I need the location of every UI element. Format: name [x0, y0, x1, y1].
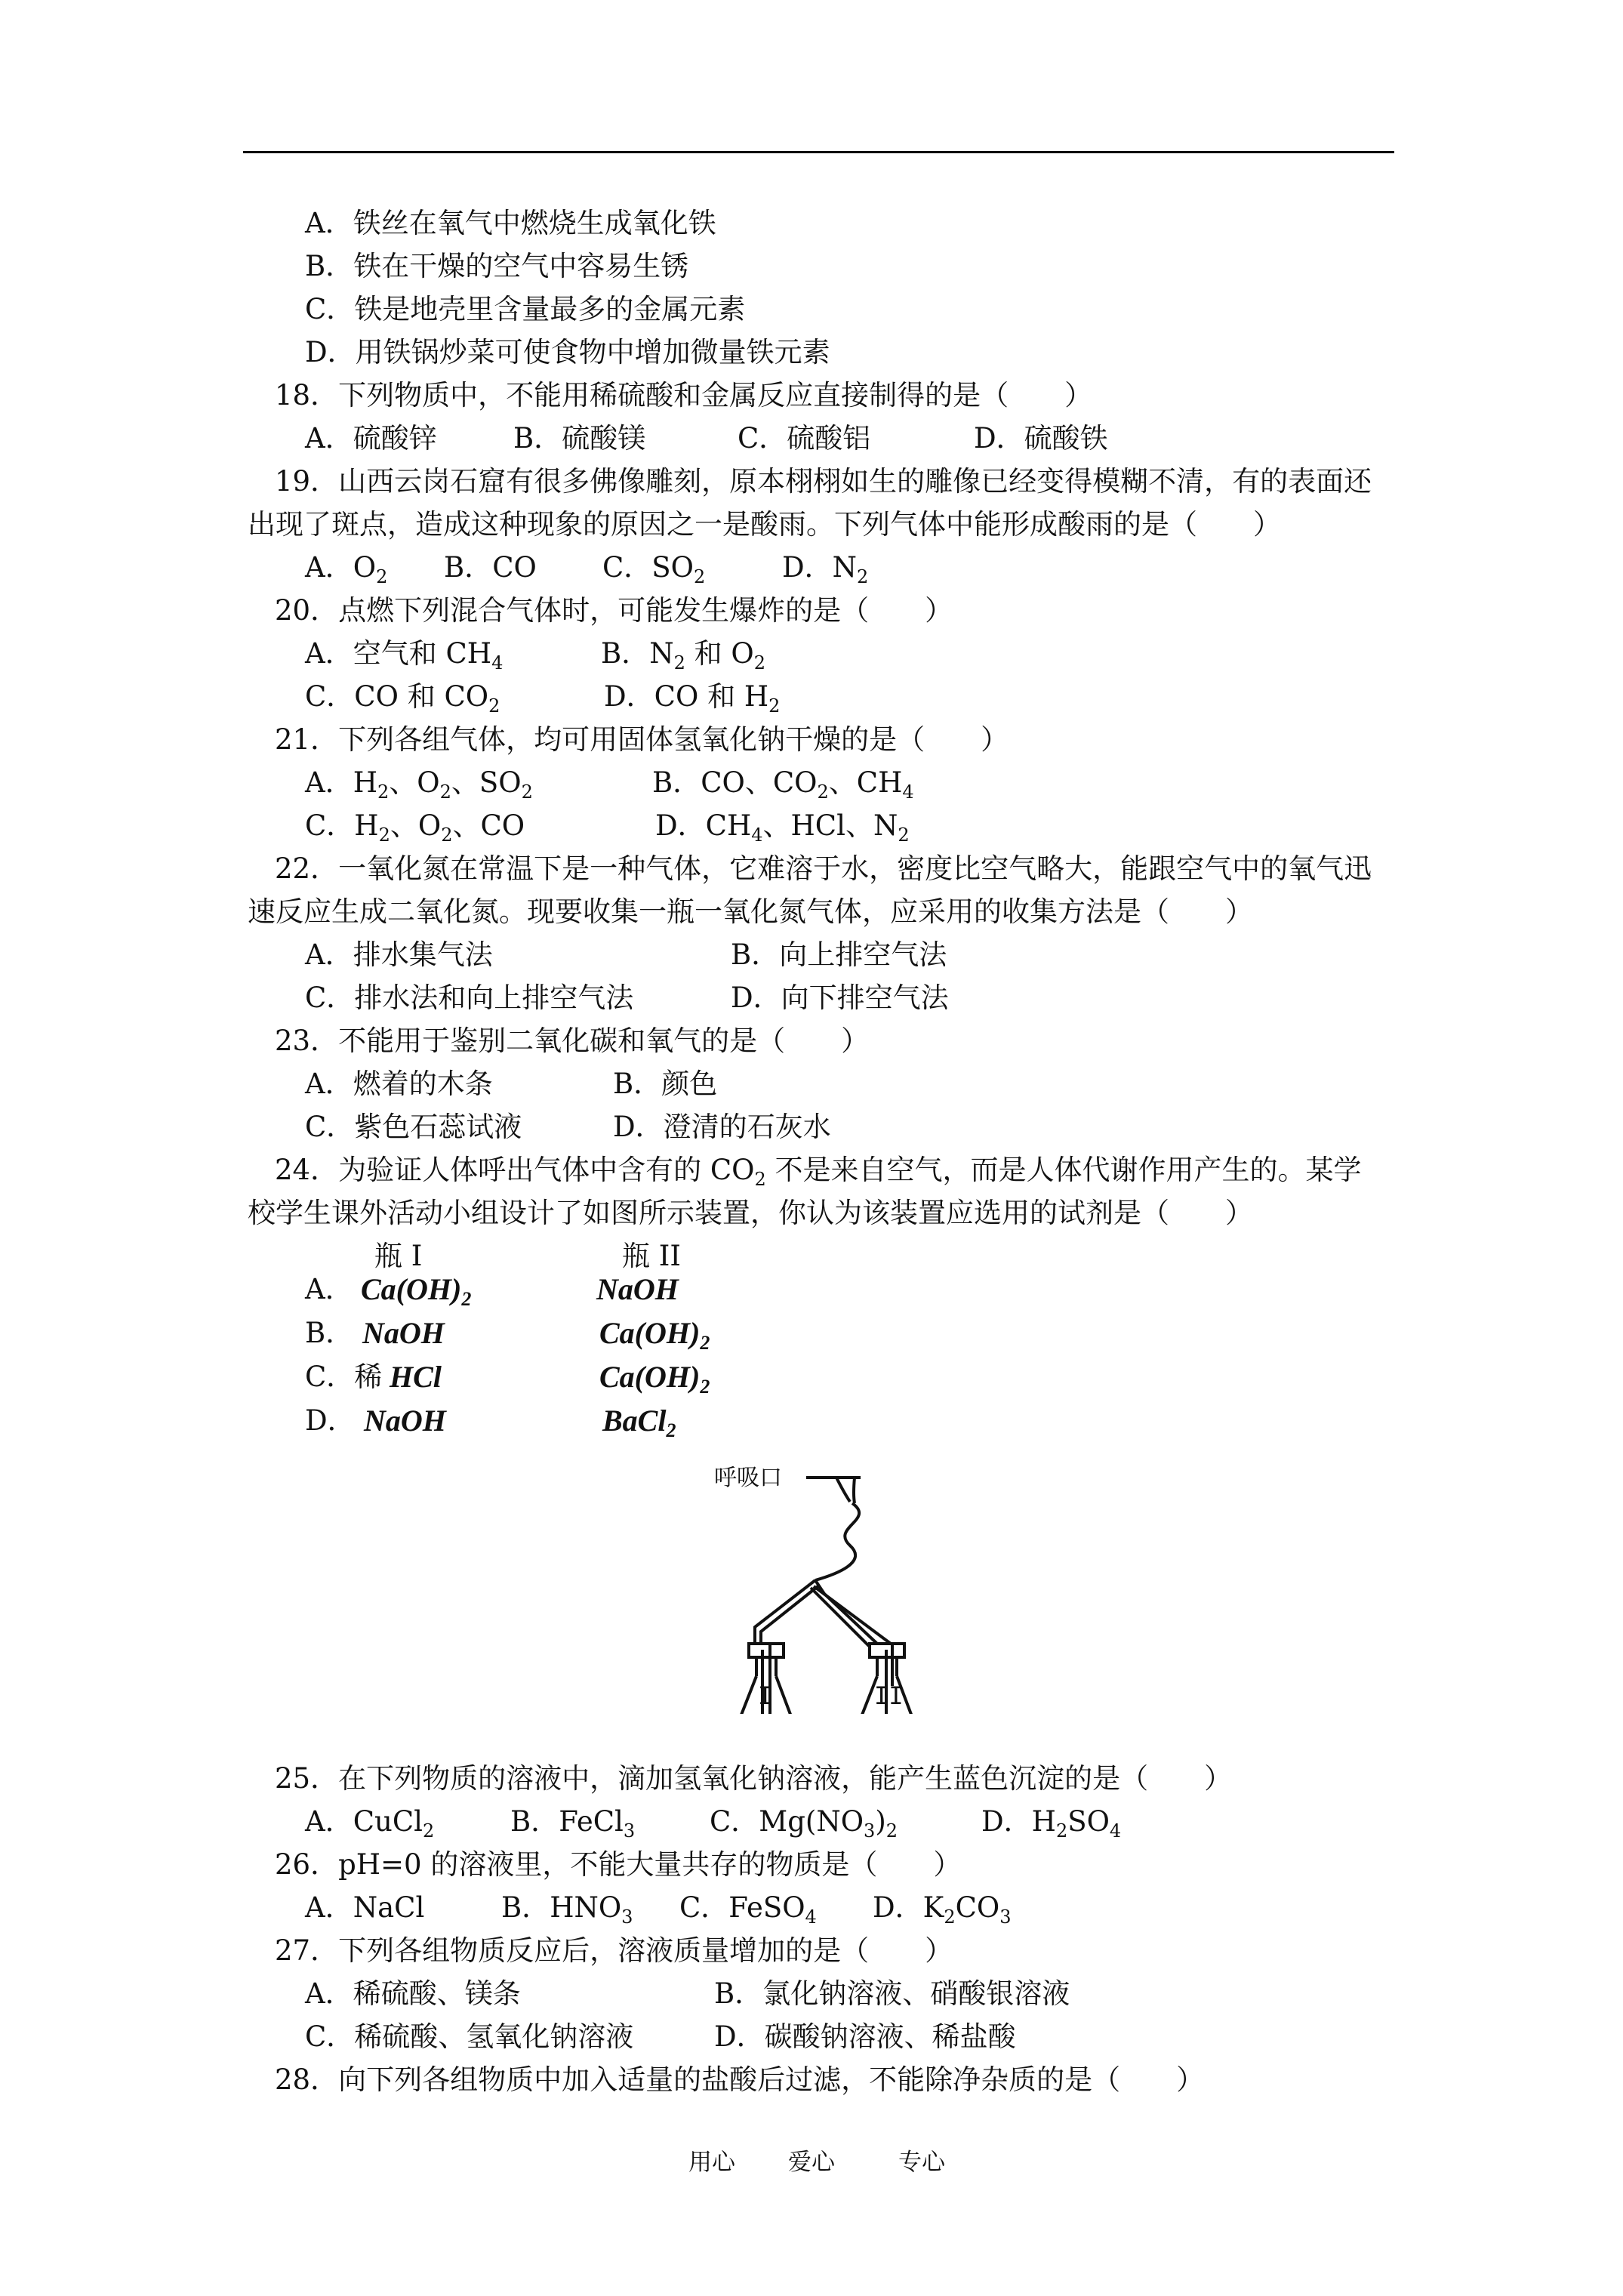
- q24-option-a-reagent1: $Ca(OH)_2$: [361, 1272, 472, 1310]
- q24-option-b-reagent2: $Ca(OH)_2$: [599, 1316, 710, 1354]
- breathing-mouthpiece-label: 呼吸口: [714, 1465, 782, 1491]
- q26-stem: 26．pH=0 的溶液里，不能大量共存的物质是（ ）: [275, 1848, 962, 1881]
- q19-stem-line2: 出现了斑点，造成这种现象的原因之一是酸雨。下列气体中能形成酸雨的是（ ）: [248, 508, 1281, 541]
- q27-stem: 27．下列各组物质反应后，溶液质量增加的是（ ）: [275, 1934, 953, 1967]
- q18-option-c: C．硫酸铝: [738, 422, 871, 455]
- q22-option-c: C．排水法和向上排空气法: [305, 982, 634, 1014]
- q28-stem: 28．向下列各组物质中加入适量的盐酸后过滤，不能除净杂质的是（ ）: [275, 2063, 1205, 2096]
- q21-option-b: B．CO、$CO_2$、$CH_4$: [652, 766, 914, 803]
- q24-option-a: A．: [305, 1273, 353, 1305]
- q24-option-c-reagent2: $Ca(OH)_2$: [599, 1360, 710, 1398]
- q23-option-d: D．澄清的石灰水: [613, 1111, 831, 1143]
- q22-option-d: D．向下排空气法: [731, 982, 949, 1014]
- q25-stem: 25．在下列物质的溶液中，滴加氢氧化钠溶液，能产生蓝色沉淀的是（ ）: [275, 1762, 1233, 1795]
- q24-option-c: C．稀: [305, 1361, 383, 1393]
- q25-option-a: A．CuCl$_2$: [305, 1805, 435, 1841]
- q26-option-b: B．$HNO_3$: [501, 1891, 633, 1928]
- q24-column-header-bottle1: 瓶 I: [374, 1240, 423, 1272]
- mouthpiece-funnel: [806, 1478, 861, 1580]
- q24-option-a-reagent2: NaOH: [596, 1272, 679, 1306]
- q19-option-c: C．$SO_2$: [602, 551, 706, 587]
- q21-option-c: C．$H_2$、$O_2$、CO: [305, 809, 525, 846]
- q25-option-b: B．FeCl$_3$: [510, 1805, 636, 1841]
- q24-option-b-reagent1: NaOH: [362, 1316, 445, 1350]
- q22-stem-line2: 速反应生成二氧化氮。现要收集一瓶一氧化氮气体，应采用的收集方法是（ ）: [248, 895, 1253, 928]
- q22-option-a: A．排水集气法: [305, 938, 493, 971]
- q24-option-d-reagent2: BaCl$_2$: [602, 1404, 676, 1441]
- q23-stem: 23．不能用于鉴别二氧化碳和氧气的是（ ）: [275, 1025, 870, 1057]
- q22-option-b: B．向上排空气法: [731, 938, 947, 971]
- q19-option-d: D．$N_2$: [782, 551, 869, 587]
- q26-option-c: C．FeSO$_4$: [679, 1891, 817, 1928]
- q24-stem-line1: 24．为验证人体呼出气体中含有的 $CO_2$ 不是来自空气，而是人体代谢作用产生的。某学: [275, 1154, 1362, 1190]
- footer-motto-1: 用心: [688, 2149, 735, 2176]
- q20-option-a: A．空气和 $CH_4$: [305, 637, 504, 673]
- q18-option-b: B．硫酸镁: [513, 422, 646, 455]
- q27-option-a: A．稀硫酸、镁条: [305, 1977, 521, 2010]
- q26-option-a: A．NaCl: [305, 1891, 425, 1924]
- q25-option-d: D．$H_2SO_4$: [981, 1805, 1122, 1841]
- q20-option-c: C．CO 和 $CO_2$: [305, 680, 500, 717]
- header-rule: [243, 151, 1394, 153]
- q24-option-d-reagent1: NaOH: [364, 1404, 446, 1438]
- q24-option-b: B．: [305, 1317, 354, 1349]
- q19-option-a: A．$O_2$: [305, 551, 388, 587]
- q20-option-d: D．CO 和 $H_2$: [604, 680, 781, 717]
- q24-column-header-bottle2: 瓶 II: [622, 1240, 681, 1272]
- q19-stem-line1: 19．山西云岗石窟有很多佛像雕刻，原本栩栩如生的雕像已经变得模糊不清，有的表面还: [275, 465, 1372, 498]
- q18-stem: 18．下列物质中，不能用稀硫酸和金属反应直接制得的是（ ）: [275, 379, 1093, 411]
- q25-option-c: C．$Mg(NO_3)_2$: [710, 1805, 898, 1841]
- q19-option-b: B．CO: [444, 551, 537, 584]
- q23-option-c: C．紫色石蕊试液: [305, 1111, 522, 1143]
- q20-stem: 20．点燃下列混合气体时，可能发生爆炸的是（ ）: [275, 594, 953, 627]
- q27-option-c: C．稀硫酸、氢氧化钠溶液: [305, 2020, 634, 2053]
- q24-option-d: D．: [305, 1404, 356, 1437]
- q27-option-d: D．碳酸钠溶液、稀盐酸: [714, 2020, 1016, 2053]
- q22-stem-line1: 22．一氧化氮在常温下是一种气体，它难溶于水，密度比空气略大，能跟空气中的氧气迅: [275, 852, 1372, 885]
- q17-option-a: A．铁丝在氧气中燃烧生成氧化铁: [305, 207, 716, 239]
- q24-stem-line2: 校学生课外活动小组设计了如图所示装置，你认为该装置应选用的试剂是（ ）: [248, 1197, 1253, 1229]
- q21-option-d: D．$CH_4$、HCl、$N_2$: [655, 809, 910, 846]
- q26-option-d: D．$K_2CO_3$: [873, 1891, 1012, 1928]
- q18-option-d: D．硫酸铁: [974, 422, 1108, 455]
- q23-option-a: A．燃着的木条: [305, 1068, 493, 1100]
- footer-motto-2: 爱心: [788, 2149, 835, 2176]
- breathing-apparatus-diagram: [702, 1446, 959, 1714]
- q27-option-b: B．氯化钠溶液、硝酸银溶液: [714, 1977, 1070, 2010]
- footer-motto-3: 专心: [898, 2149, 945, 2176]
- flask-1-label: I: [758, 1681, 773, 1710]
- q17-option-b: B．铁在干燥的空气中容易生锈: [305, 250, 689, 282]
- q18-option-a: A．硫酸锌: [305, 422, 437, 455]
- q24-option-c-reagent1: HCl: [390, 1360, 442, 1394]
- q23-option-b: B．颜色: [613, 1068, 718, 1100]
- q21-option-a: A．$H_2$、$O_2$、$SO_2$: [305, 766, 533, 803]
- flask-2-label: II: [874, 1681, 904, 1710]
- q20-option-b: B．$N_2$ 和 $O_2$: [601, 637, 765, 673]
- q17-option-c: C．铁是地壳里含量最多的金属元素: [305, 293, 746, 325]
- q17-option-d: D．用铁锅炒菜可使食物中增加微量铁元素: [305, 336, 830, 368]
- q21-stem: 21．下列各组气体，均可用固体氢氧化钠干燥的是（ ）: [275, 723, 1009, 756]
